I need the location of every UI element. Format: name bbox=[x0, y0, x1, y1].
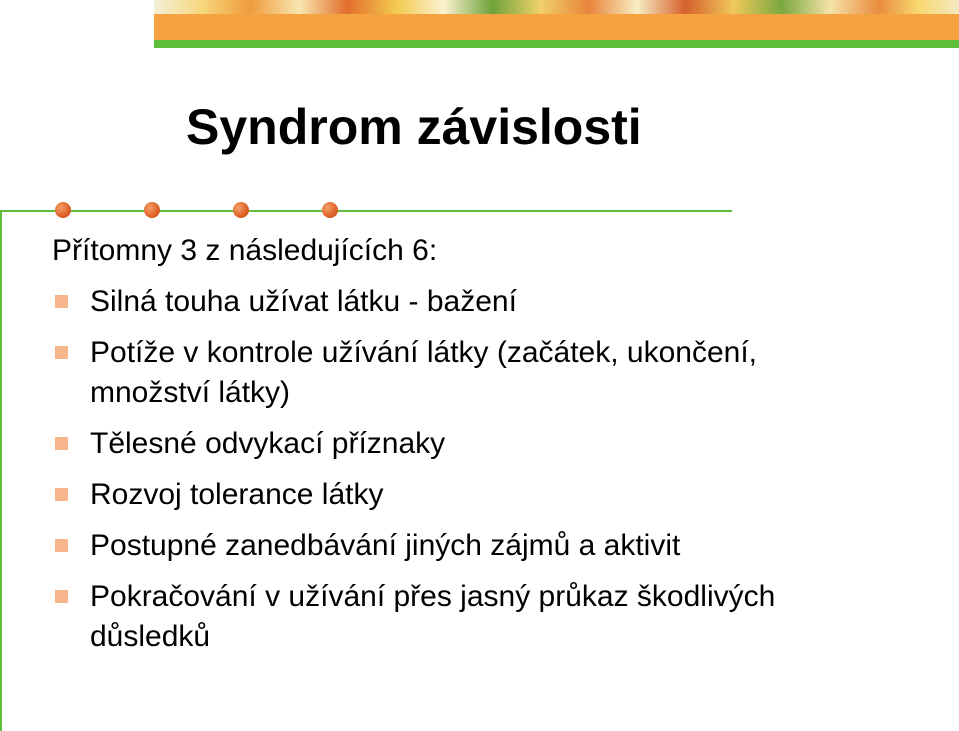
list-item-text: Potíže v kontrole užívání látky (začátek, ukončení, množství látky) bbox=[90, 336, 758, 409]
square-bullet-icon bbox=[55, 346, 68, 359]
decorative-dot-icon bbox=[144, 202, 160, 218]
list-item-text: Pokračování v užívání přes jasný průkaz škodlivých důsledků bbox=[90, 580, 776, 653]
banner-decorative-image bbox=[154, 0, 959, 14]
list-item-text: Rozvoj tolerance látky bbox=[90, 478, 384, 511]
title-divider bbox=[0, 210, 732, 212]
square-bullet-icon bbox=[55, 539, 68, 552]
banner-green-stripe bbox=[154, 40, 959, 48]
list-item bbox=[52, 424, 952, 464]
square-bullet-icon bbox=[55, 590, 68, 603]
list-item-text: Silná touha užívat látku - bažení bbox=[90, 285, 517, 318]
square-bullet-icon bbox=[55, 295, 68, 308]
list-item bbox=[52, 475, 952, 515]
list-item bbox=[52, 282, 952, 322]
left-border-line bbox=[0, 210, 2, 731]
square-bullet-icon bbox=[55, 437, 68, 450]
top-banner bbox=[154, 0, 959, 48]
list-item-text: Tělesné odvykací příznaky bbox=[90, 427, 446, 460]
list-item bbox=[52, 577, 810, 657]
list-item bbox=[52, 333, 770, 413]
banner-orange-bar bbox=[154, 14, 959, 40]
square-bullet-icon bbox=[55, 488, 68, 501]
slide-title: Syndrom závislosti bbox=[186, 99, 642, 155]
decorative-dot-icon bbox=[322, 202, 338, 218]
decorative-dot-icon bbox=[233, 202, 249, 218]
list-item-text: Postupné zanedbávání jiných zájmů a aktivit bbox=[90, 529, 681, 562]
list-item bbox=[52, 526, 952, 566]
bullet-list bbox=[52, 282, 952, 657]
intro-text: Přítomny 3 z následujících 6: bbox=[52, 234, 438, 267]
decorative-dot-icon bbox=[55, 202, 71, 218]
